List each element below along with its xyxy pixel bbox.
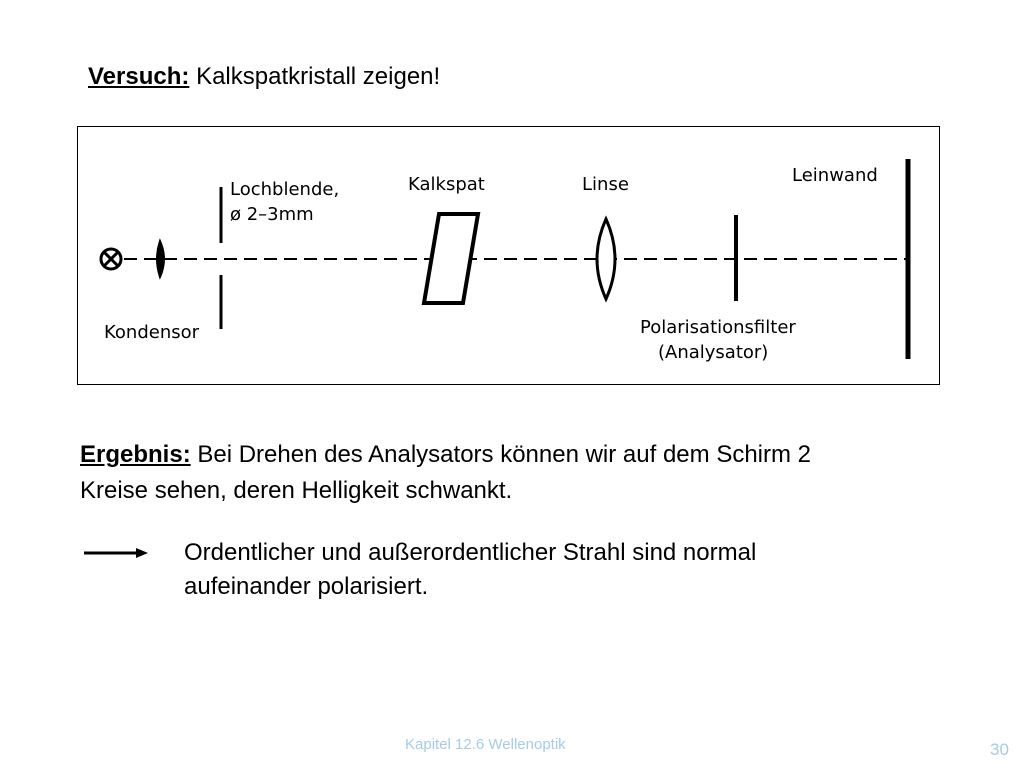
experiment-text: Kalkspatkristall zeigen! [196,63,441,90]
lamp-symbol-icon [101,249,121,269]
polarization-filter-label-line1: Polarisationsfilter [640,317,796,338]
page-number: 30 [990,740,1009,759]
condenser-lens-shape [157,241,164,277]
condenser-label: Kondensor [104,322,200,343]
converging-lens-shape [597,219,615,299]
result-line-2: Kreise sehen, deren Helligkeit schwankt. [80,477,513,504]
experiment-line [88,60,440,94]
screen-label: Leinwand [792,165,878,186]
calcite-label: Kalkspat [408,174,485,195]
optical-setup-diagram [77,126,940,385]
footer-chapter-title: Kapitel 12.6 Wellenoptik [405,736,566,753]
conclusion-line-1: Ordentlicher und außerordentlicher Strahl sind normal [184,539,757,566]
result-label: Ergebnis: [80,441,191,468]
result-text-line1: Bei Drehen des Analysators können wir auf dem Schirm 2 [197,441,811,468]
optical-setup-svg [78,127,939,384]
calcite-crystal-shape [424,214,478,303]
pinhole-label-line2: ø 2–3mm [230,204,314,225]
experiment-label: Versuch: [88,63,190,90]
right-arrow-icon [84,543,150,563]
result-line-1 [80,438,811,472]
conclusion-line-2: aufeinander polarisiert. [184,573,429,600]
lens-label: Linse [582,174,629,195]
pinhole-label-line1: Lochblende, [230,179,340,200]
polarization-filter-label-line2: (Analysator) [658,342,769,363]
